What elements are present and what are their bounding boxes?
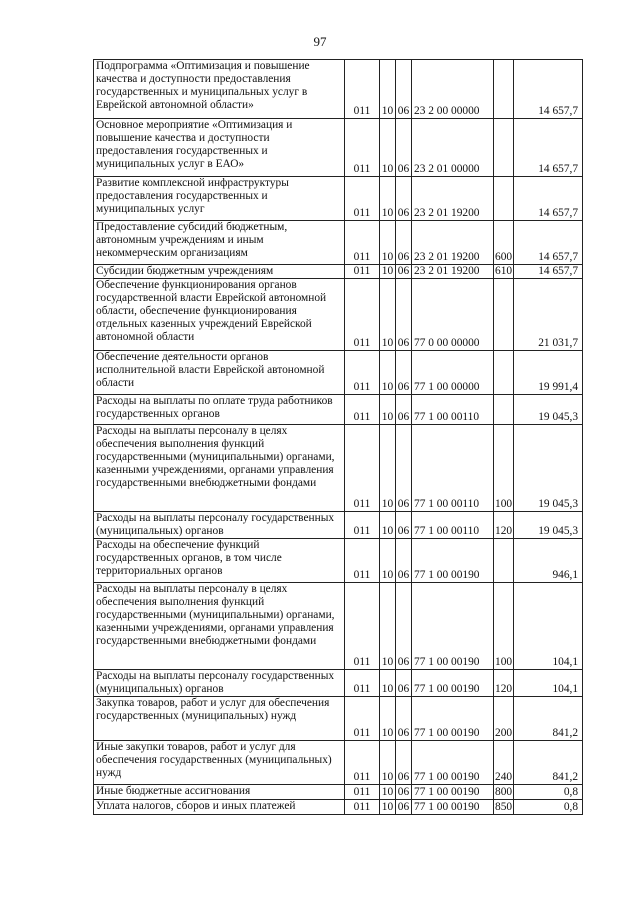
table-row [94,221,583,265]
target-article-code: 77 1 00 00190 [412,670,494,697]
table-row [94,539,583,583]
section-code: 10 [380,583,396,670]
amount: 19 045,3 [514,425,583,512]
table-row [94,697,583,741]
ministry-code: 011 [345,741,380,785]
row-name: Субсидии бюджетным учреждениям [94,265,345,279]
page-number: 97 [313,34,327,49]
amount: 841,2 [514,741,583,785]
ministry-code: 011 [345,512,380,539]
row-name: Расходы на выплаты персоналу в целях обеспечения выполнения функций государственными (муниципальными) органами, казенными учреждениями, органами управления государственными внебюджетными фондами [94,583,345,670]
subsection-code: 06 [396,177,412,221]
subsection-code: 06 [396,395,412,425]
target-article-code: 23 2 01 00000 [412,119,494,177]
expense-type-code [494,119,514,177]
amount: 0,8 [514,785,583,800]
amount: 19 991,4 [514,351,583,395]
row-name: Иные бюджетные ассигнования [94,785,345,800]
section-code: 10 [380,221,396,265]
ministry-code: 011 [345,265,380,279]
subsection-code: 06 [396,741,412,785]
section-code: 10 [380,670,396,697]
row-name: Основное мероприятие «Оптимизация и повышение качества и доступности предоставления государственных и муниципальных услуг в ЕАО» [94,119,345,177]
target-article-code: 77 1 00 00110 [412,425,494,512]
amount: 104,1 [514,670,583,697]
subsection-code: 06 [396,670,412,697]
section-code: 10 [380,60,396,119]
table-row [94,119,583,177]
amount: 21 031,7 [514,279,583,351]
target-article-code: 77 1 00 00000 [412,351,494,395]
section-code: 10 [380,119,396,177]
expense-type-code [494,351,514,395]
subsection-code: 06 [396,279,412,351]
target-article-code: 77 1 00 00190 [412,583,494,670]
row-name: Развитие комплексной инфраструктуры предоставления государственных и муниципальных услуг [94,177,345,221]
table-row [94,512,583,539]
expense-type-code: 100 [494,425,514,512]
subsection-code: 06 [396,265,412,279]
expense-type-code: 800 [495,786,513,798]
amount: 19 045,3 [514,512,583,539]
subsection-code: 06 [396,697,412,741]
subsection-code: 06 [396,425,412,512]
target-article-code: 77 0 00 00000 [412,279,494,351]
target-article-code: 77 1 00 00190 [412,800,494,815]
expense-type-code [494,539,514,583]
target-article-code: 23 2 01 19200 [412,221,494,265]
ministry-code: 011 [345,351,380,395]
subsection-code: 06 [396,119,412,177]
expense-type-code: 120 [494,670,514,697]
amount: 14 657,7 [514,265,583,279]
amount: 0,8 [514,800,583,815]
subsection-code: 06 [396,60,412,119]
expense-type-code: 120 [494,512,514,539]
target-article-code: 77 1 00 00190 [412,539,494,583]
ministry-code: 011 [345,395,380,425]
row-name: Подпрограмма «Оптимизация и повышение качества и доступности предоставления государственных и муниципальных услуг в Еврейской автономной области» [94,60,345,119]
target-article-code: 77 1 00 00190 [412,697,494,741]
expense-type-code [494,279,514,351]
subsection-code: 06 [396,221,412,265]
section-code: 10 [380,785,396,800]
section-code: 10 [380,741,396,785]
table-row [94,800,583,815]
table-row [94,670,583,697]
ministry-code: 011 [345,583,380,670]
row-name: Обеспечение деятельности органов исполнительной власти Еврейской автономной области [94,351,345,395]
table-row [94,177,583,221]
expense-type-code [494,60,514,119]
table-row [94,60,583,119]
section-code: 10 [380,800,396,815]
amount: 946,1 [514,539,583,583]
amount: 19 045,3 [514,395,583,425]
ministry-code: 011 [345,60,380,119]
table-row [94,351,583,395]
section-code: 10 [380,177,396,221]
amount: 841,2 [514,697,583,741]
amount: 14 657,7 [514,119,583,177]
table-row [94,279,583,351]
target-article-code: 77 1 00 00190 [412,785,494,800]
ministry-code: 011 [345,785,380,800]
table-row [94,741,583,785]
target-article-code: 23 2 00 00000 [412,60,494,119]
ministry-code: 011 [345,670,380,697]
section-code: 10 [380,697,396,741]
ministry-code: 011 [345,119,380,177]
table-row [94,425,583,512]
row-name: Расходы на выплаты персоналу государственных (муниципальных) органов [94,670,345,697]
section-code: 10 [380,539,396,583]
row-name: Расходы на выплаты персоналу государственных (муниципальных) органов [94,512,345,539]
row-name: Расходы на обеспечение функций государственных органов, в том числе территориальных органов [94,539,345,583]
ministry-code: 011 [345,697,380,741]
ministry-code: 011 [345,425,380,512]
section-code: 10 [380,395,396,425]
amount: 104,1 [514,583,583,670]
amount: 14 657,7 [514,60,583,119]
section-code: 10 [380,512,396,539]
table-row [94,785,583,800]
row-name: Иные закупки товаров, работ и услуг для обеспечения государственных (муниципальных) нужд [94,741,345,785]
table-row [94,583,583,670]
target-article-code: 77 1 00 00110 [412,395,494,425]
target-article-code: 77 1 00 00190 [412,741,494,785]
table-row [94,395,583,425]
subsection-code: 06 [396,785,412,800]
expense-type-code: 850 [495,801,513,813]
ministry-code: 011 [345,539,380,583]
expense-type-code: 100 [494,583,514,670]
section-code: 10 [380,279,396,351]
expense-type-code: 600 [494,221,514,265]
expense-type-code: 200 [494,697,514,741]
section-code: 10 [380,265,396,279]
expense-type-code [494,177,514,221]
expense-type-code [494,395,514,425]
row-name: Уплата налогов, сборов и иных платежей [94,800,345,815]
subsection-code: 06 [396,583,412,670]
amount: 14 657,7 [514,221,583,265]
subsection-code: 06 [396,539,412,583]
subsection-code: 06 [396,800,412,815]
target-article-code: 23 2 01 19200 [412,177,494,221]
table-row [94,265,583,279]
row-name: Расходы на выплаты персоналу в целях обеспечения выполнения функций государственными (муниципальными) органами, казенными учреждениями, органами управления государственными внебюджетными фондами [94,425,345,512]
ministry-code: 011 [345,800,380,815]
expense-type-code: 240 [494,741,514,785]
budget-table [93,59,583,815]
expense-type-code: 610 [495,265,513,277]
row-name: Предоставление субсидий бюджетным, автономным учреждениям и иным некоммерческим организациям [94,221,345,265]
ministry-code: 011 [345,177,380,221]
section-code: 10 [380,425,396,512]
target-article-code: 77 1 00 00110 [412,512,494,539]
row-name: Расходы на выплаты по оплате труда работников государственных органов [94,395,345,425]
section-code: 10 [380,351,396,395]
subsection-code: 06 [396,351,412,395]
amount: 14 657,7 [514,177,583,221]
row-name: Закупка товаров, работ и услуг для обеспечения государственных (муниципальных) нужд [94,697,345,741]
subsection-code: 06 [396,512,412,539]
row-name: Обеспечение функционирования органов государственной власти Еврейской автономной области, обеспечение функционирования отдельных казенных учреждений Еврейской автономной области [94,279,345,351]
ministry-code: 011 [345,279,380,351]
ministry-code: 011 [345,221,380,265]
target-article-code: 23 2 01 19200 [412,265,494,279]
